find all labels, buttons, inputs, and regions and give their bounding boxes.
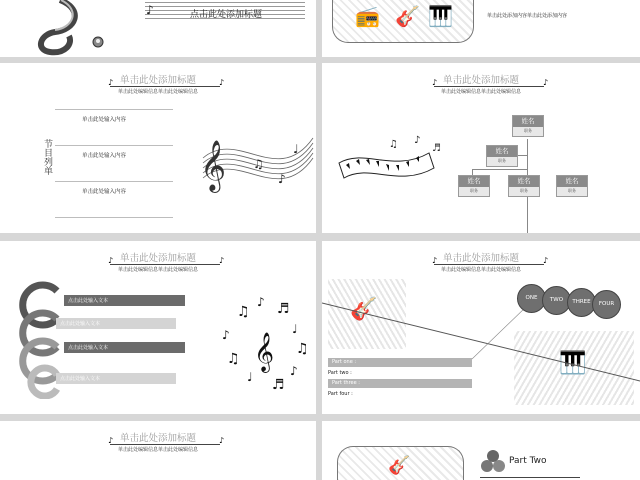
text-bar-light[interactable]: 点击此处输入文本 <box>56 373 176 384</box>
three-circles-icon <box>480 449 506 473</box>
svg-text:♩: ♩ <box>293 142 299 156</box>
slide-5-thumbnail[interactable] <box>0 241 316 414</box>
svg-text:♪: ♪ <box>222 328 230 342</box>
program-list-vertical-title[interactable]: 节目列单 <box>44 140 54 177</box>
music-note-icon: ♪ <box>432 78 438 87</box>
org-node-middle[interactable] <box>486 145 518 167</box>
svg-text:♩: ♩ <box>247 370 253 384</box>
music-note-icon: ♪ <box>108 256 114 265</box>
svg-text:♫: ♫ <box>296 341 309 357</box>
text-bar-light[interactable]: 点击此处输入文本 <box>56 318 176 329</box>
svg-text:♫: ♫ <box>227 351 240 367</box>
list-divider <box>55 217 173 218</box>
svg-text:♫: ♫ <box>237 304 250 320</box>
guitar-icon: 🎸 <box>388 455 411 476</box>
music-note-icon: ♪ <box>146 3 154 17</box>
slide-subtitle[interactable]: 单击此处编辑信息单击此处编辑信息 <box>117 447 198 453</box>
music-notes-circle-illustration <box>212 291 312 401</box>
slide-title[interactable]: 单击此处添加标题 <box>442 75 519 86</box>
radio-icon: 📻 <box>355 4 380 28</box>
list-item[interactable]: 单击此处输入内容 <box>82 189 127 195</box>
org-node-bottom[interactable] <box>556 175 588 197</box>
slide-4-thumbnail[interactable] <box>322 63 640 233</box>
guitar-icon: 🎸 <box>350 297 378 322</box>
music-note-icon: ♪ <box>108 436 114 445</box>
part-bar[interactable]: Part three : <box>328 379 472 388</box>
slide-8-thumbnail[interactable] <box>322 421 640 480</box>
musical-staff-swirl-illustration <box>198 118 316 228</box>
slide-1-title[interactable]: 点击此处添加标题 <box>190 10 263 20</box>
step-circle-four[interactable]: FOUR <box>592 290 621 319</box>
part-label[interactable]: Part four : <box>328 391 353 397</box>
org-node-bottom[interactable] <box>508 175 540 197</box>
slide-subtitle[interactable]: 单击此处编辑信息单击此处编辑信息 <box>440 89 521 95</box>
slide-title[interactable]: 单击此处添加标题 <box>119 433 196 444</box>
slide-title[interactable]: 单击此处添加标题 <box>119 253 196 264</box>
org-node-top[interactable] <box>512 115 544 137</box>
step-circle-one[interactable]: ONE <box>517 284 546 313</box>
music-note-icon: ♪ <box>432 256 438 265</box>
piano-keys-wave-illustration <box>334 133 454 193</box>
org-node-role: 职务 <box>470 188 478 193</box>
title-divider <box>110 264 220 265</box>
svg-text:♫: ♫ <box>389 139 398 150</box>
slide-3-thumbnail[interactable] <box>0 63 316 233</box>
svg-text:𝄞: 𝄞 <box>254 332 275 372</box>
slide-subtitle[interactable]: 单击此处编辑信息单击此处编辑信息 <box>440 267 521 273</box>
instrument-collage-image <box>332 0 474 43</box>
part-two-label[interactable]: Part Two <box>509 456 547 466</box>
svg-text:♪: ♪ <box>290 364 298 378</box>
timeline-line <box>480 477 580 478</box>
svg-text:♪: ♪ <box>414 135 421 146</box>
slide-2-thumbnail[interactable] <box>322 0 640 57</box>
list-item[interactable]: 单击此处输入内容 <box>82 117 127 123</box>
music-note-icon: ♪ <box>108 78 114 87</box>
slide-2-caption[interactable]: 单击此处添加内容单击此处添加内容 <box>487 13 568 19</box>
music-note-icon: ♪ <box>543 78 549 87</box>
music-note-icon: ♪ <box>543 256 549 265</box>
part-bar[interactable]: Part one : <box>328 358 472 367</box>
slide-title[interactable]: 单击此处添加标题 <box>119 75 196 86</box>
title-divider <box>110 444 220 445</box>
svg-text:♬: ♬ <box>432 143 441 154</box>
music-note-icon: ♪ <box>219 436 225 445</box>
music-note-icon: ♪ <box>219 256 225 265</box>
step-circle-two[interactable]: TWO <box>542 286 571 315</box>
piano-icon: 🎹 <box>428 4 453 28</box>
svg-text:𝄞: 𝄞 <box>200 140 227 191</box>
slide-6-thumbnail[interactable] <box>322 241 640 414</box>
svg-text:♩: ♩ <box>292 322 298 336</box>
list-item[interactable]: 单击此处输入内容 <box>82 153 127 159</box>
svg-text:♬: ♬ <box>272 377 285 393</box>
list-divider <box>55 181 173 182</box>
org-node-name: 姓名 <box>487 146 517 157</box>
treble-clef-illustration <box>25 0 135 57</box>
org-node-role: 职务 <box>520 188 528 193</box>
org-node-role: 职务 <box>568 188 576 193</box>
org-connector <box>472 169 527 170</box>
slide-title[interactable]: 单击此处添加标题 <box>442 253 519 264</box>
step-circle-three[interactable]: THREE <box>567 288 596 317</box>
org-node-bottom[interactable] <box>458 175 490 197</box>
svg-text:♪: ♪ <box>257 295 265 309</box>
slide-subtitle[interactable]: 单击此处编辑信息单击此处编辑信息 <box>117 267 198 273</box>
org-node-name: 姓名 <box>459 176 489 187</box>
org-node-name: 姓名 <box>557 176 587 187</box>
org-node-role: 职务 <box>498 158 506 163</box>
instrument-collage-image <box>337 446 464 480</box>
staff-line <box>145 2 305 3</box>
music-note-icon: ♪ <box>219 78 225 87</box>
org-node-role: 职务 <box>524 128 532 133</box>
list-divider <box>55 145 173 146</box>
svg-text:♪: ♪ <box>278 172 286 186</box>
text-bar-dark[interactable]: 点击此处输入文本 <box>64 342 185 353</box>
list-divider <box>55 109 173 110</box>
slide-7-thumbnail[interactable] <box>0 421 316 480</box>
slide-1-thumbnail[interactable] <box>0 0 316 57</box>
piano-icon: 🎹 <box>559 351 587 376</box>
diagonal-line <box>322 241 640 414</box>
title-divider <box>110 86 220 87</box>
title-divider <box>434 86 544 87</box>
slide-subtitle[interactable]: 单击此处编辑信息单击此处编辑信息 <box>117 89 198 95</box>
org-node-name: 姓名 <box>509 176 539 187</box>
text-bar-dark[interactable]: 点击此处输入文本 <box>64 295 185 306</box>
org-node-name: 姓名 <box>513 116 543 127</box>
guitar-icon: 🎸 <box>395 4 420 28</box>
svg-text:♬: ♬ <box>277 301 290 317</box>
svg-text:♫: ♫ <box>253 157 264 171</box>
part-label[interactable]: Part two : <box>328 370 352 376</box>
